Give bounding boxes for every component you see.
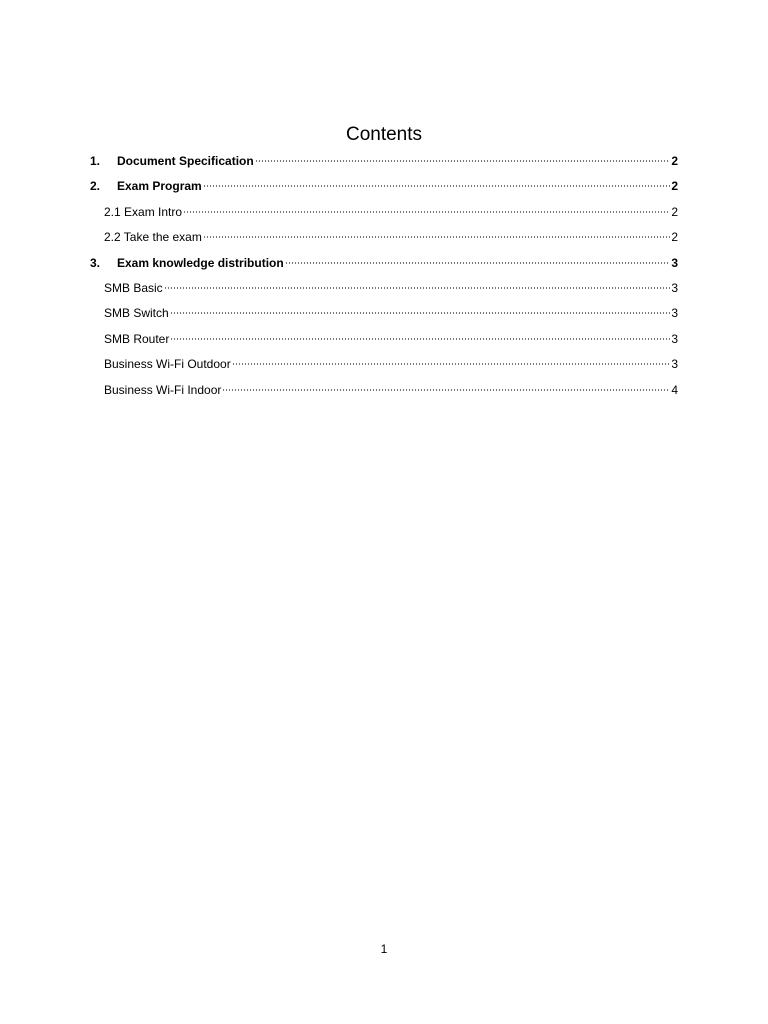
toc-entry-label: SMB Basic (104, 280, 163, 295)
dot-leader (255, 160, 671, 162)
dot-leader (232, 363, 671, 365)
toc-entry-label: 2.2 Take the exam (104, 230, 202, 245)
toc-entry-page: 3 (671, 331, 678, 346)
dot-leader (170, 312, 671, 314)
toc-entry-page: 2 (671, 179, 678, 194)
toc-entry-take-the-exam[interactable] (90, 227, 678, 252)
toc-entry-page: 3 (671, 306, 678, 321)
toc-entry-label: Exam knowledge distribution (117, 255, 284, 270)
dot-leader (285, 262, 671, 264)
dot-leader (203, 185, 671, 187)
page-number: 1 (380, 942, 388, 956)
toc-entry-label: Business Wi-Fi Outdoor (104, 357, 231, 372)
toc-entry-page: 3 (671, 357, 678, 372)
toc-entry-label: 2.1 Exam Intro (104, 204, 183, 219)
toc-entry-smb-basic[interactable] (90, 278, 678, 303)
dot-leader (203, 236, 670, 238)
toc-entry-number: 1. (90, 154, 101, 168)
toc-entry-page: 2 (671, 154, 678, 168)
dot-leader (170, 338, 670, 340)
toc-entry-page: 3 (671, 280, 678, 295)
toc-entry-page: 4 (671, 382, 678, 397)
toc-entry-page: 3 (671, 255, 678, 270)
toc-entry-label: Document Specification (117, 154, 254, 168)
toc-entry-number: 2. (90, 179, 101, 194)
toc-entry-business-wifi-indoor[interactable] (90, 380, 678, 405)
toc-entry-page: 2 (671, 204, 678, 219)
toc-entry-smb-switch[interactable] (90, 303, 678, 328)
toc-entry-label: Exam Program (117, 179, 202, 194)
toc-entry-label: SMB Router (104, 331, 170, 346)
toc-entry-label: SMB Switch (104, 306, 169, 321)
toc-entry-exam-knowledge-distribution[interactable] (90, 253, 678, 278)
toc-title: Contents (345, 124, 423, 145)
toc-entry-exam-program[interactable] (90, 176, 678, 201)
table-of-contents (90, 151, 678, 405)
toc-entry-business-wifi-outdoor[interactable] (90, 354, 678, 379)
toc-entry-label: Business Wi-Fi Indoor (104, 382, 222, 397)
dot-leader (183, 211, 670, 213)
toc-entry-exam-intro[interactable] (90, 202, 678, 227)
toc-entry-smb-router[interactable] (90, 329, 678, 354)
toc-entry-document-specification[interactable] (90, 151, 678, 176)
dot-leader (222, 389, 670, 391)
toc-entry-page: 2 (671, 230, 678, 245)
dot-leader (164, 287, 671, 289)
toc-entry-number: 3. (90, 255, 101, 270)
